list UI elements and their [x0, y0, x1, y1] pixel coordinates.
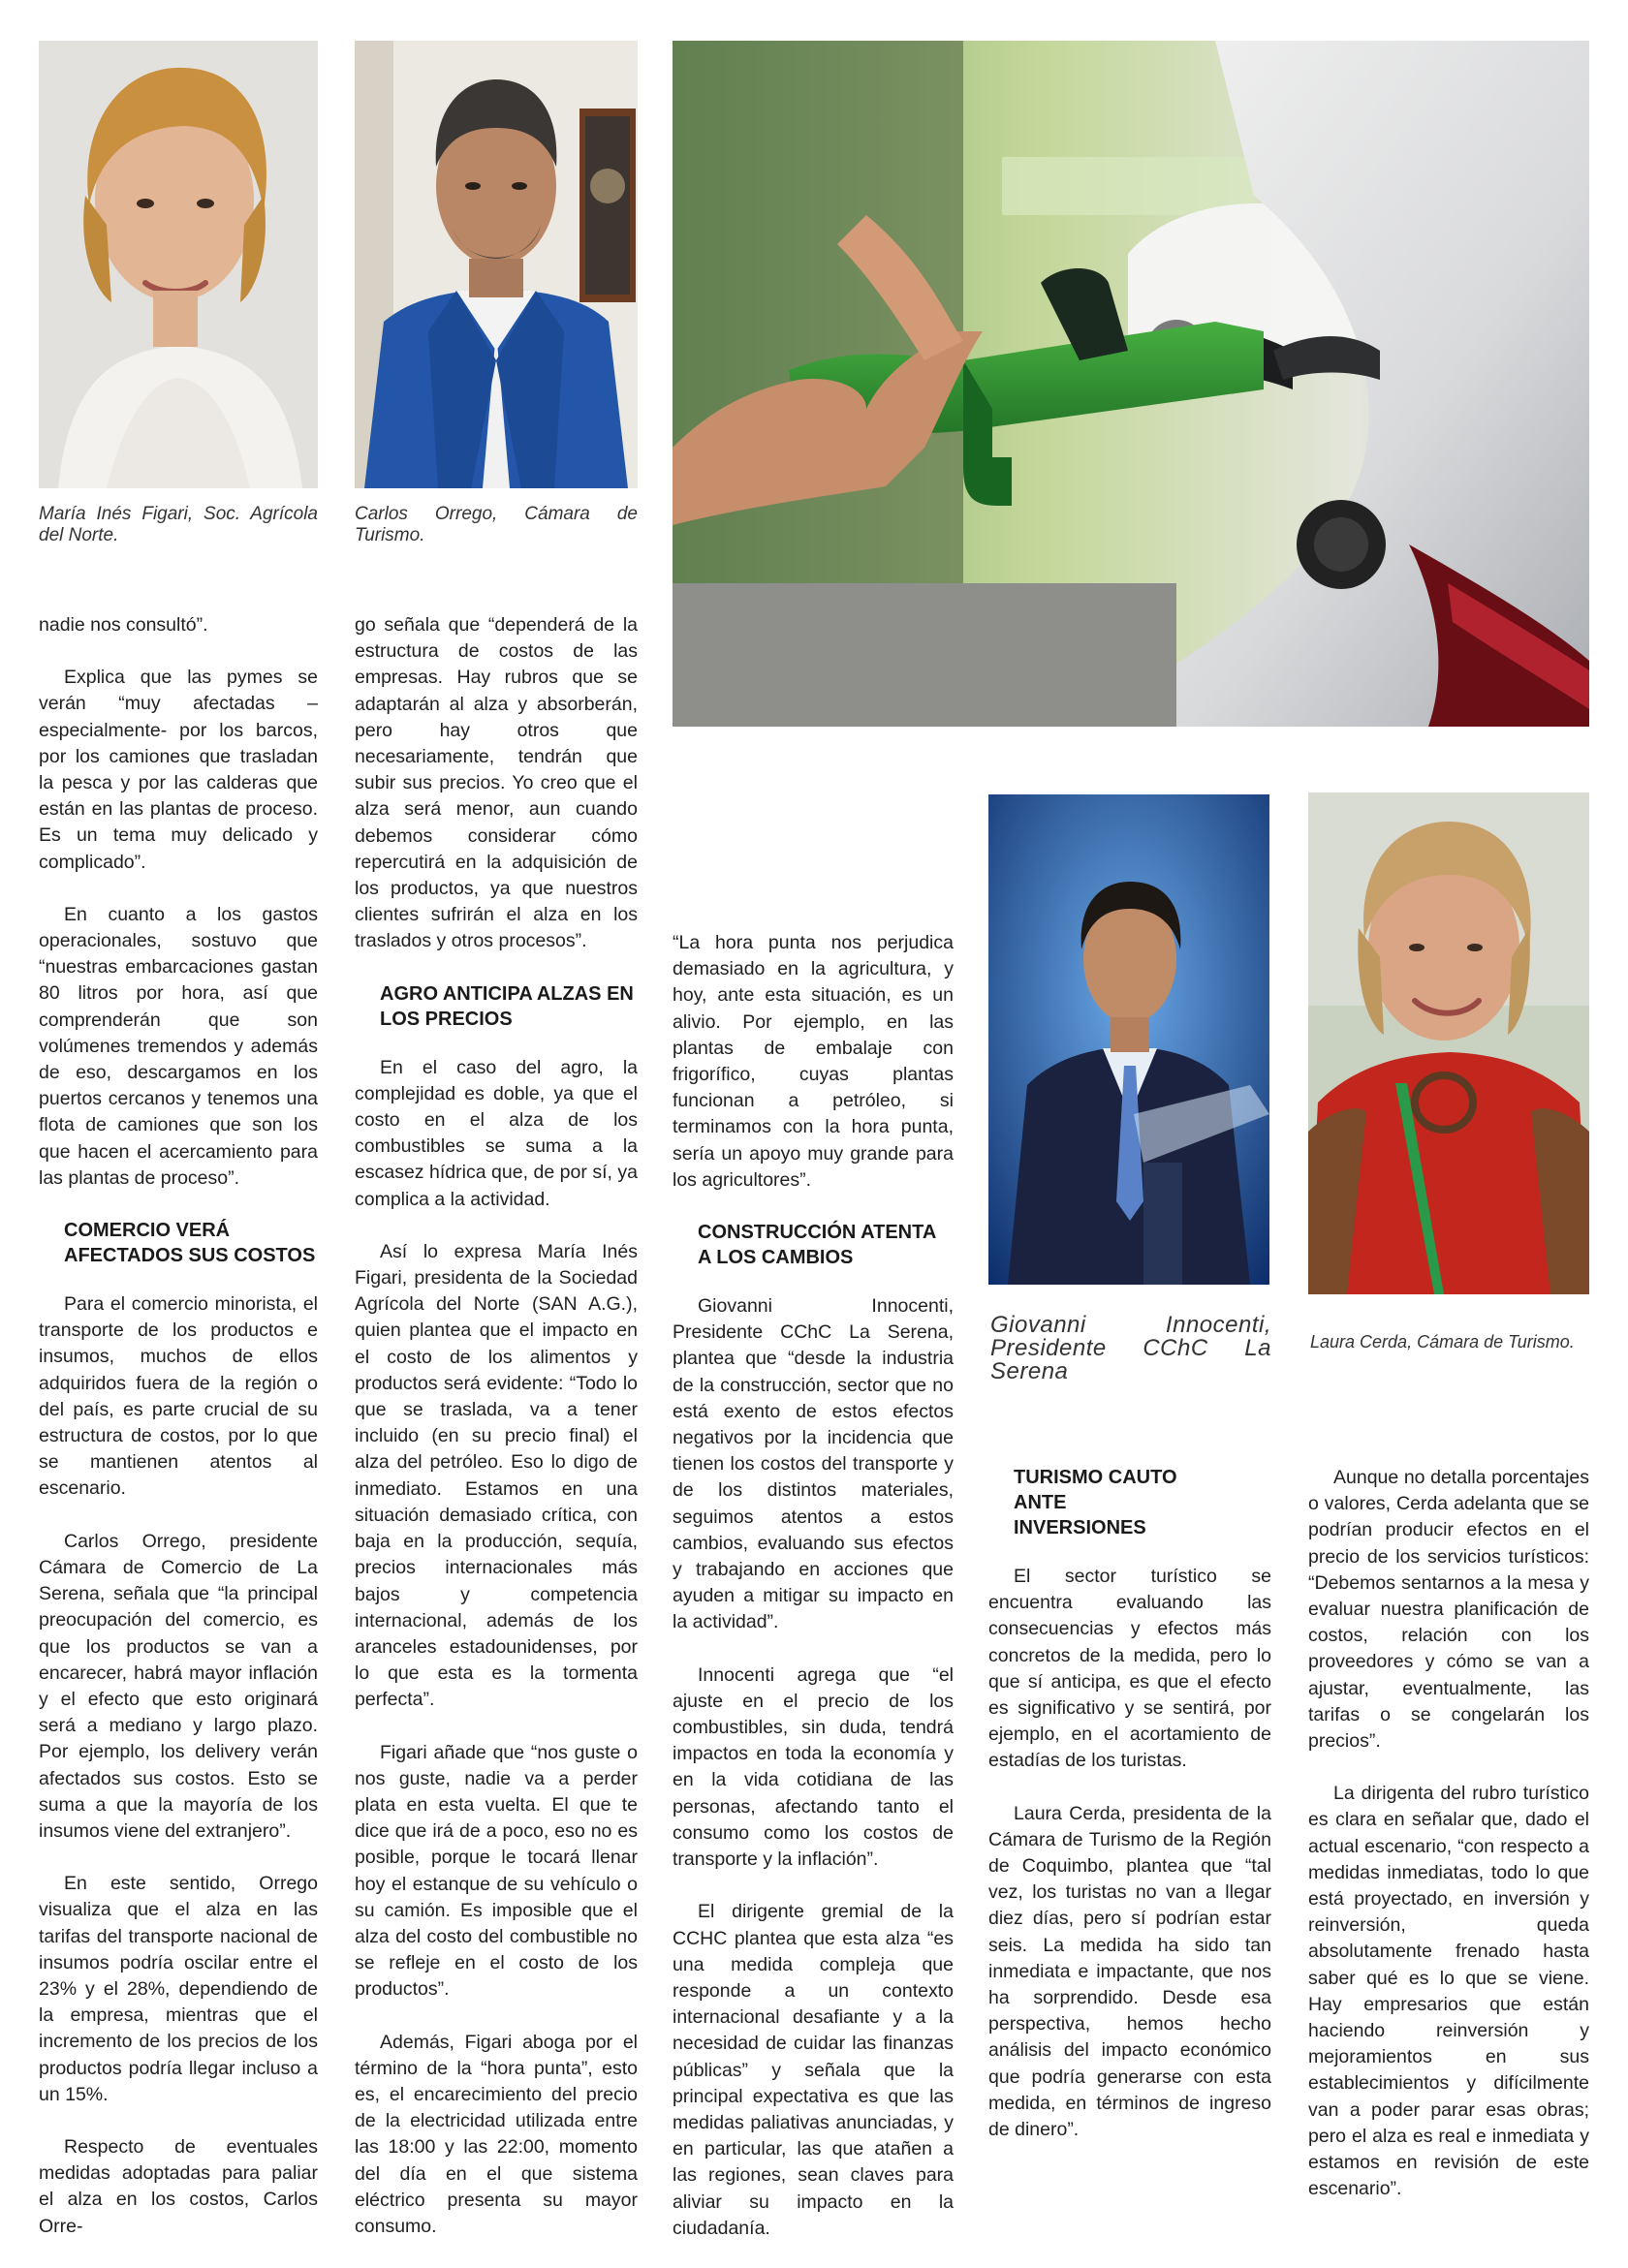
col1-paragraph: Explica que las pymes se verán “muy afectadas –especialmente- por los barcos, por los camiones que trasladan la pesca y por las calderas que están en las plantas de proceso. Es un tema muy delicado y complicado”.	[39, 667, 318, 873]
col3-paragraph: “La hora punta nos perjudica demasiado en la agricultura, y hoy, ante esta situación, es un alivio. Por ejemplo, en las plantas de embalaje con frigorífico, cuyas plantas funcionan a petróleo, si terminamos con la hora punta, sería un apoyo muy grande para los agricultores”.	[673, 932, 954, 1191]
col2-paragraph: go señala que “dependerá de la estructura de costos de las empresas. Hay rubros que se adaptarán al alza y absorberán, pero hay otros que necesariamente, tendrán que subir sus precios. Yo creo que el alza será menor, aun cuando debemos considerar cómo repercutirá en la adquisición de los productos, ya que nuestros clientes sufrirán el alza en los traslados y otros procesos”.	[355, 614, 638, 952]
col1-paragraph: Respecto de eventuales medidas adoptadas para paliar el alza en los costos, Carlos Orre-	[39, 2135, 318, 2237]
col3-subheading: CONSTRUCCIÓN ATENTA A LOS CAMBIOS	[698, 1222, 936, 1269]
photo-cerda	[1308, 792, 1589, 1294]
column-5	[1308, 1465, 1589, 2228]
column-2	[355, 612, 638, 2266]
col4-subheading: TURISMO CAUTO ANTE INVERSIONES	[1014, 1467, 1177, 1538]
col1-subheading: COMERCIO VERÁ AFECTADOS SUS COSTOS	[64, 1220, 316, 1267]
col5-paragraph: Aunque no detalla porcentajes o valores, Cerda adelanta que se podrían producir efectos en el precio de los servicios turísticos: “Debemos sentarnos a la mesa y evaluar nuestra planificación de costos, relación con los proveedores y cómo se van a ajustar, eventualmente, las tarifas o se congelarán los precios”.	[1308, 1467, 1589, 1753]
col1-paragraph: Carlos Orrego, presidente Cámara de Comercio de La Serena, señala que “la principal preocupación del comercio, es que los productos se van a encarecer, habrá mayor inflación y el efecto que esto originará será a mediano y largo plazo. Por ejemplo, los delivery verán afectados sus costos. Esto se suma a que la mayoría de los insumos viene del extranjero”.	[39, 1530, 318, 1842]
col2-subheading: AGRO ANTICIPA ALZAS EN LOS PRECIOS	[380, 982, 634, 1030]
col2-paragraph: Además, Figari aboga por el término de la “hora punta”, esto es, el encarecimiento del precio de la electricidad utilizada entre las 18:00 y las 22:00, momento del día en el que sistema eléctrico presenta su mayor consumo.	[355, 2031, 638, 2237]
col2-paragraph: En el caso del agro, la complejidad es doble, ya que el costo en el alza de los combustibles se suma a la escasez hídrica que, de por sí, ya complica a la actividad.	[355, 1056, 638, 1210]
col2-paragraph: Así lo expresa María Inés Figari, presidenta de la Sociedad Agrícola del Norte (SAN A.G.), quien plantea que el impacto en el costo de los alimentos y productos será evidente: “Todo lo que se traslada, va a tener incluido (en su precio final) el alza del petróleo. Eso lo digo de inmediato. Estamos en una situación demasiado crítica, con baja en la producción, sequía, precios internacionales más bajos y competencia internacional, además de los aranceles estadounidenses, por lo que esta es la tormenta perfecta”.	[355, 1240, 638, 1711]
col5-paragraph: La dirigenta del rubro turístico es clara en señalar que, dado el actual escenario, “con respecto a medidas inmediatas, todo lo que está proyectado, en inversión y reinversión, queda absolutamente frenado hasta saber qué es lo que se viene. Hay empresarios que están haciendo reinversión y mejoramientos en sus establecimientos y difícilmente van a poder parar esas obras; pero el alza es real e inmediata y estamos en revisión de este escenario”.	[1308, 1783, 1589, 2200]
col4-paragraph: Laura Cerda, presidenta de la Cámara de Turismo de la Región de Coquimbo, plantea que “tal vez, los turistas no van a llegar diez días, pero sí podrían estar seis. La medida ha sido tan inmediata e impactante, que nos ha sorprendido. Desde esa perspectiva, hemos hecho análisis del impacto económico que podría generarse con esta medida, en términos de ingreso de dinero”.	[988, 1802, 1271, 2141]
col2-paragraph: Figari añade que “nos guste o nos guste, nadie va a perder plata en esta vuelta. El que te dice que irá de a poco, eso no es posible, porque le tocará llenar hoy el estanque de su vehículo o su camión. Es imposible que el alza del costo del combustible no se refleje en el costo de los productos”.	[355, 1741, 638, 2001]
column-1	[39, 612, 318, 2266]
col1-paragraph: En este sentido, Orrego visualiza que el alza en las tarifas del transporte nacional de insumos podría oscilar entre el 23% y el 28%, dependiendo de la empresa, mientras que el incremento de los precios de los productos podría llegar incluso a un 15%.	[39, 1873, 318, 2105]
photo-innocenti	[988, 794, 1269, 1285]
col1-paragraph: En cuanto a los gastos operacionales, sostuvo que “nuestras embarcaciones gastan 80 litros por hora, así que comprenderán que son volúmenes tremendos y además de eso, descargamos en los puertos cercanos y tenemos una flota de camiones que son los que hacen el acercamiento para las plantas de proceso”.	[39, 903, 318, 1189]
caption-figari: María Inés Figari, Soc. Agrícola del Norte.	[39, 504, 318, 545]
column-4	[988, 1465, 1271, 2169]
caption-innocenti: Giovanni Innocenti, Presidente CChC La Serena	[990, 1312, 1271, 1384]
col1-paragraph: Para el comercio minorista, el transporte de los productos e insumos, muchos de ellos adquiridos fuera de la región o del país, es parte crucial de su estructura de costos, por lo que se mantienen atentos al escenario.	[39, 1293, 318, 1500]
caption-orrego: Carlos Orrego, Cámara de Turismo.	[355, 504, 638, 545]
photo-fuel-nozzle	[673, 41, 1589, 727]
column-3	[673, 930, 954, 2268]
photo-figari	[39, 41, 318, 488]
col3-paragraph: Innocenti agrega que “el ajuste en el precio de los combustibles, sin duda, tendrá impactos en toda la economía y en la vida cotidiana de las personas, afectando tanto el consumo como los costos de transporte y la inflación”.	[673, 1663, 954, 1871]
col1-paragraph: nadie nos consultó”.	[39, 614, 208, 636]
col3-paragraph: El dirigente gremial de la CCHC plantea que esta alza “es una medida compleja que responde a un contexto internacional desafiante y a la necesidad de cuidar las finanzas públicas” y señala que la principal expectativa es que las medidas paliativas anunciadas, y en particular, las que atañen a las regiones, sean claves para aliviar su impacto en la ciudadanía.	[673, 1901, 954, 2239]
caption-cerda: Laura Cerda, Cámara de Turismo.	[1310, 1332, 1575, 1351]
col4-paragraph: El sector turístico se encuentra evaluando las consecuencias y efectos más concretos de la medida, pero lo que sí anticipa, es que el efecto es significativo y se sentirá, por ejemplo, en el acortamiento de estadías de los turistas.	[988, 1566, 1271, 1772]
photo-orrego	[355, 41, 638, 488]
col3-paragraph: Giovanni Innocenti, Presidente CChC La Serena, plantea que “desde la industria de la construcción, sector que no está exento de estos efectos negativos por la incidencia que tienen los costos del transporte y de los distintos materiales, seguimos atentos a estos cambios, evaluando sus efectos y trabajando en acciones que ayuden a mitigar su impacto en la actividad”.	[673, 1295, 954, 1633]
